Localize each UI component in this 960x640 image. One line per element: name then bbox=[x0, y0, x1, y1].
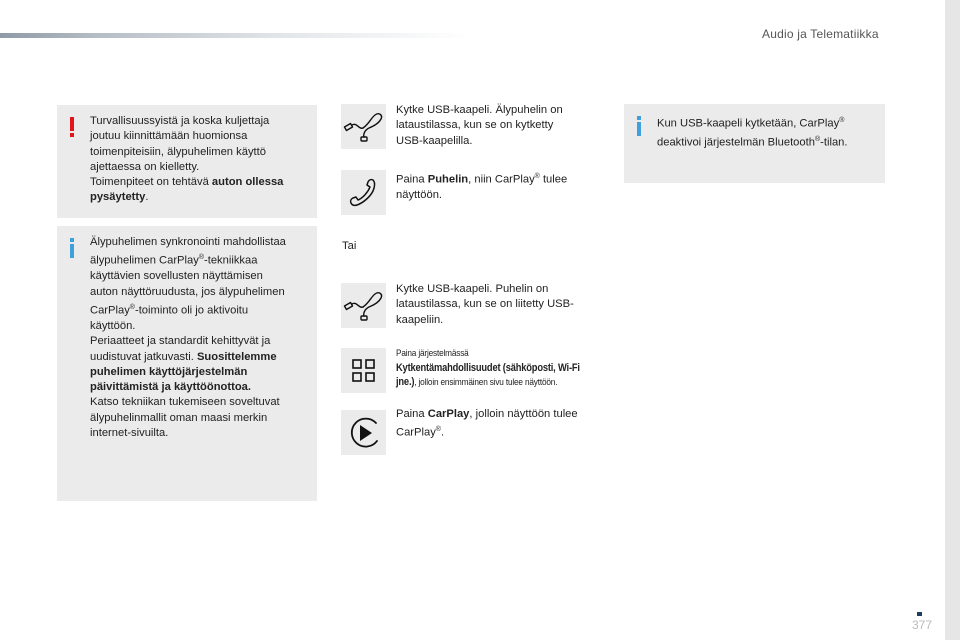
phone-handset-icon bbox=[341, 170, 386, 215]
step-connectivity: Paina järjestelmässä Kytkentämahdollisuudet (sähköposti, Wi-Fi jne.), jolloin ensimmäinen sivu tulee näyttöön. bbox=[396, 347, 580, 388]
warning-icon bbox=[70, 117, 75, 137]
warning-box bbox=[57, 105, 317, 218]
info-icon bbox=[70, 238, 75, 258]
section-title: Audio ja Telematiikka bbox=[762, 27, 879, 41]
usb-cable-icon-2 bbox=[341, 283, 386, 328]
right-margin-bar bbox=[945, 0, 960, 640]
connectivity-grid-icon bbox=[341, 348, 386, 393]
step-connect-usb: Kytke USB-kaapeli. Älypuhelin on lataustilassa, kun se on kytketty USB-kaapelilla. bbox=[396, 104, 563, 147]
page-number: 377 bbox=[912, 618, 933, 632]
warning-text: Turvallisuussyistä ja koska kuljettaja joutuu kiinnittämään huomionsa toimenpiteisiin, älypuhelimen käyttö ajettaessa on kielletty. Toimenpiteet on tehtävä auton ollessa pysäytetty. bbox=[90, 115, 284, 204]
info-box-synchronization bbox=[57, 226, 317, 501]
step-press-carplay: Paina CarPlay, jolloin näyttöön tulee CarPlay®. bbox=[396, 408, 578, 440]
info-text: Älypuhelimen synkronointi mahdollistaa älypuhelimen CarPlay®-tekniikkaa käyttävien sovellusten näyttämisen auton näyttöruudusta, jos älypuhelimen CarPlay®-toiminto oli jo aktivoitu käyttöön. Periaatteet ja standardit kehittyvät ja uudistuvat jatkuvasti. Suosittelemme puhelimen käyttöjärjestelmän päivittämistä ja käyttöönottoa. Katso tekniikan tukemiseen soveltuvat älypuhelinmallit oman maasi merkin internet-sivuilta. bbox=[90, 236, 286, 440]
page-marker bbox=[917, 612, 922, 616]
carplay-play-icon bbox=[341, 410, 386, 455]
step-press-phone: Paina Puhelin, niin CarPlay® tulee näyttöön. bbox=[396, 173, 568, 202]
info-icon-2 bbox=[637, 116, 642, 136]
step-connect-usb-2: Kytke USB-kaapeli. Puhelin on lataustilassa, kun se on liitetty USB- kaapeliin. bbox=[396, 283, 574, 326]
info-box-bluetooth bbox=[624, 104, 885, 183]
header-rule bbox=[0, 33, 470, 38]
usb-cable-icon bbox=[341, 104, 386, 149]
or-label: Tai bbox=[342, 240, 357, 252]
info-bluetooth-text: Kun USB-kaapeli kytketään, CarPlay® deaktivoi järjestelmän Bluetooth®-tilan. bbox=[657, 117, 848, 149]
